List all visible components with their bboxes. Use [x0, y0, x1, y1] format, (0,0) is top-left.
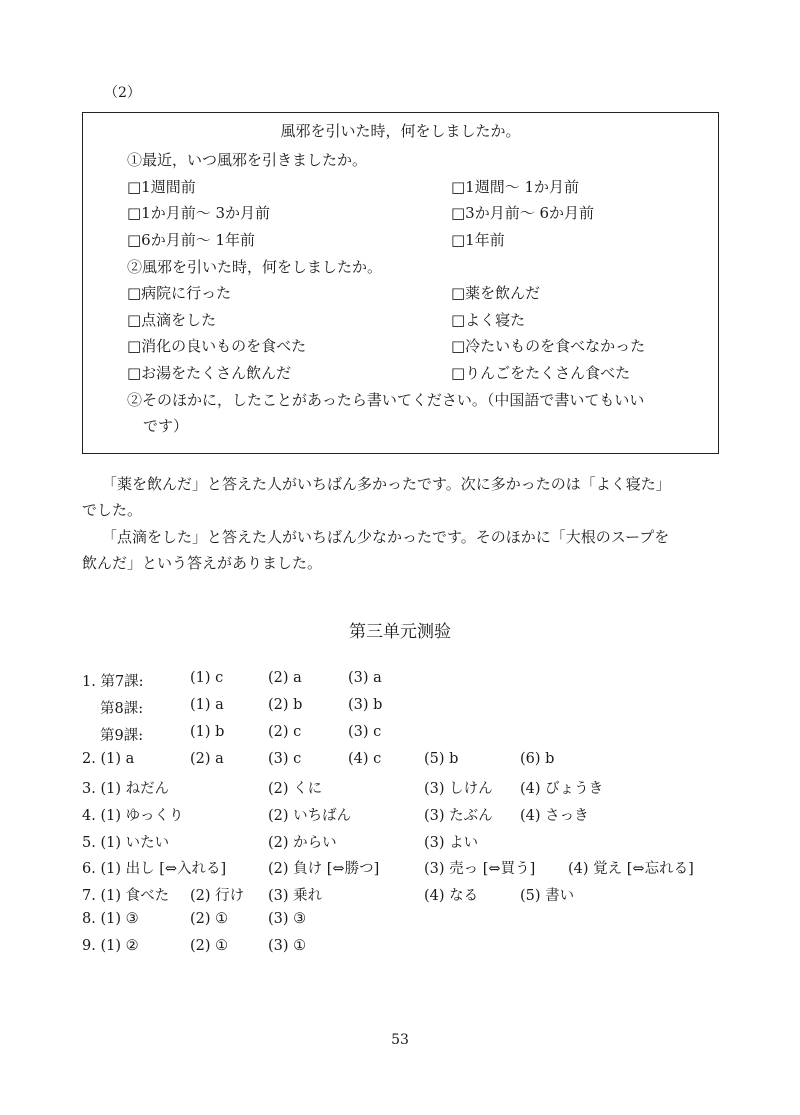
- answer-item: (4) なる: [424, 888, 479, 904]
- q1-option: □3か月前～ 6か月前: [451, 204, 595, 222]
- paragraph-2-line1: 「点滴をした」と答えた人がいちばん少なかったです。そのほかに「大根のスープを: [102, 528, 670, 546]
- q2-option: □お湯をたくさん飲んだ: [127, 364, 292, 382]
- answer-item: (3) ①: [268, 938, 307, 954]
- answer-item: (2) ①: [190, 938, 229, 954]
- answer-item: (2) 行け: [190, 888, 245, 904]
- answer-item: 第9課:: [100, 728, 144, 744]
- answer-item: (1) a: [190, 697, 224, 713]
- answer-item: (4) c: [348, 751, 382, 767]
- q2-option: □点滴をした: [127, 311, 217, 329]
- question-3-line2: です）: [143, 417, 189, 435]
- q2-option: □薬を飲んだ: [451, 284, 541, 302]
- survey-box: [82, 112, 719, 454]
- q2-option: □よく寝た: [451, 311, 526, 329]
- answer-item: 1. 第7課:: [82, 674, 144, 690]
- page-number: 53: [391, 1032, 409, 1048]
- q1-option: □1週間前: [127, 178, 196, 196]
- answer-item: (3) よい: [424, 835, 479, 851]
- answer-item: (1) b: [190, 724, 225, 740]
- section-label: （2）: [104, 85, 141, 101]
- survey-title: 風邪を引いた時，何をしましたか。: [280, 122, 521, 140]
- answer-item: (2) いちばん: [268, 808, 352, 824]
- answer-item: (2) b: [268, 697, 303, 713]
- answer-item: (2) からい: [268, 835, 337, 851]
- answer-item: (3) ③: [268, 911, 307, 927]
- answer-item: 4. (1) ゆっくり: [82, 808, 184, 824]
- answer-item: (4) 覚え [⇔忘れる]: [568, 861, 694, 877]
- answer-item: (3) たぶん: [424, 808, 493, 824]
- answer-item: (2) a: [268, 670, 302, 686]
- answer-item: (3) 売っ [⇔買う]: [424, 861, 536, 877]
- question-3-line1: ②そのほかに，したことがあったら書いてください。（中国語で書いてもいい: [127, 391, 645, 409]
- question-2: ②風邪を引いた時，何をしましたか。: [127, 258, 383, 276]
- answer-item: (2) くに: [268, 781, 323, 797]
- answer-item: (5) b: [424, 751, 459, 767]
- paragraph-2-line2: 飲んだ」という答えがありました。: [82, 554, 323, 572]
- answer-item: 2. (1) a: [82, 751, 135, 767]
- q1-option: □1週間～ 1か月前: [451, 178, 580, 196]
- question-1: ①最近，いつ風邪を引きましたか。: [127, 151, 368, 169]
- paragraph-1-line1: 「薬を飲んだ」と答えた人がいちばん多かったです。次に多かったのは「よく寝た」: [102, 475, 671, 493]
- answer-item: (4) さっき: [520, 808, 589, 824]
- answer-item: (6) b: [520, 751, 555, 767]
- answer-item: 7. (1) 食べた: [82, 888, 170, 904]
- answer-item: 6. (1) 出し [⇔入れる]: [82, 861, 227, 877]
- answer-item: (3) しけん: [424, 781, 493, 797]
- answer-item: (4) びょうき: [520, 781, 604, 797]
- answer-item: (3) a: [348, 670, 382, 686]
- answer-item: 5. (1) いたい: [82, 835, 170, 851]
- answer-item: 第8課:: [100, 701, 144, 717]
- answer-item: (1) c: [190, 670, 224, 686]
- answer-item: 8. (1) ③: [82, 911, 139, 927]
- answer-item: (3) b: [348, 697, 383, 713]
- q1-option: □6か月前～ 1年前: [127, 231, 256, 249]
- answer-item: (5) 書い: [520, 888, 575, 904]
- answer-item: 3. (1) ねだん: [82, 781, 170, 797]
- q1-option: □1年前: [451, 231, 505, 249]
- answer-item: (2) 負け [⇔勝つ]: [268, 861, 380, 877]
- answer-item: (3) c: [268, 751, 302, 767]
- q2-option: □消化の良いものを食べた: [127, 337, 307, 355]
- answer-item: (3) 乗れ: [268, 888, 323, 904]
- answer-item: (3) c: [348, 724, 382, 740]
- test-title: 第三单元测验: [349, 622, 451, 642]
- paragraph-1-line2: でした。: [82, 501, 143, 519]
- answer-item: 9. (1) ②: [82, 938, 139, 954]
- answer-item: (2) c: [268, 724, 302, 740]
- q2-option: □冷たいものを食べなかった: [451, 337, 646, 355]
- q1-option: □1か月前～ 3か月前: [127, 204, 271, 222]
- q2-option: □病院に行った: [127, 284, 232, 302]
- q2-option: □りんごをたくさん食べた: [451, 364, 631, 382]
- answer-item: (2) a: [190, 751, 224, 767]
- answer-item: (2) ①: [190, 911, 229, 927]
